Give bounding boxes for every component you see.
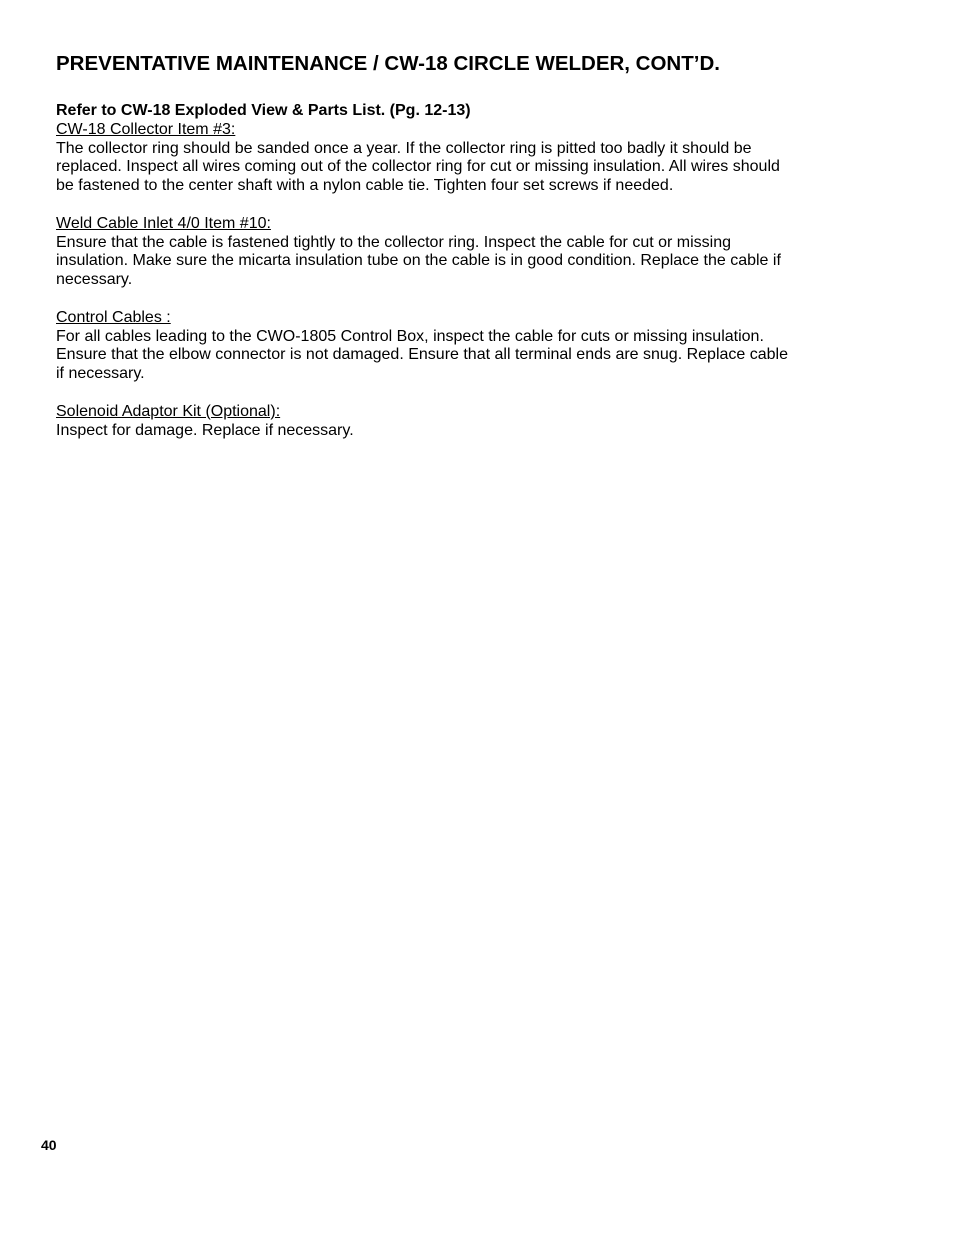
body-line: For all cables leading to the CWO-1805 Control Box, inspect the cable for cuts or missing insulation. — [56, 327, 764, 345]
body-line: insulation. Make sure the micarta insulation tube on the cable is in good condition. Replace the cable if — [56, 252, 781, 270]
section-body — [56, 140, 856, 196]
section-solenoid-adaptor-kit — [56, 403, 856, 441]
section-weld-cable-inlet — [56, 215, 856, 290]
section-heading: Solenoid Adaptor Kit (Optional): — [56, 402, 281, 420]
section-control-cables — [56, 309, 856, 384]
document-body — [56, 102, 856, 459]
page-title: PREVENTATIVE MAINTENANCE / CW-18 CIRCLE WELDER, CONT’D. — [56, 52, 720, 75]
body-line: Ensure that the elbow connector is not damaged. Ensure that all terminal ends are snug. Replace cable — [56, 346, 788, 364]
section-body — [56, 234, 856, 290]
reference-note: Refer to CW-18 Exploded View & Parts List. (Pg. 12-13) — [56, 102, 471, 119]
body-line: The collector ring should be sanded once a year. If the collector ring is pitted too badly it should be — [56, 139, 752, 157]
section-body — [56, 328, 856, 384]
section-heading: Control Cables : — [56, 308, 171, 326]
body-line: replaced. Inspect all wires coming out of the collector ring for cut or missing insulation. All wires should — [56, 158, 780, 176]
body-line: if necessary. — [56, 365, 145, 383]
body-line: Ensure that the cable is fastened tightly to the collector ring. Inspect the cable for cut or missing — [56, 233, 732, 251]
section-heading: Weld Cable Inlet 4/0 Item #10: — [56, 214, 271, 232]
page-number: 40 — [41, 1137, 57, 1153]
section-collector — [56, 121, 856, 196]
body-line: Inspect for damage. Replace if necessary. — [56, 421, 354, 439]
body-line: be fastened to the center shaft with a nylon cable tie. Tighten four set screws if needed. — [56, 177, 674, 195]
body-line: necessary. — [56, 271, 133, 289]
section-body — [56, 422, 856, 441]
section-heading: CW-18 Collector Item #3: — [56, 120, 236, 138]
